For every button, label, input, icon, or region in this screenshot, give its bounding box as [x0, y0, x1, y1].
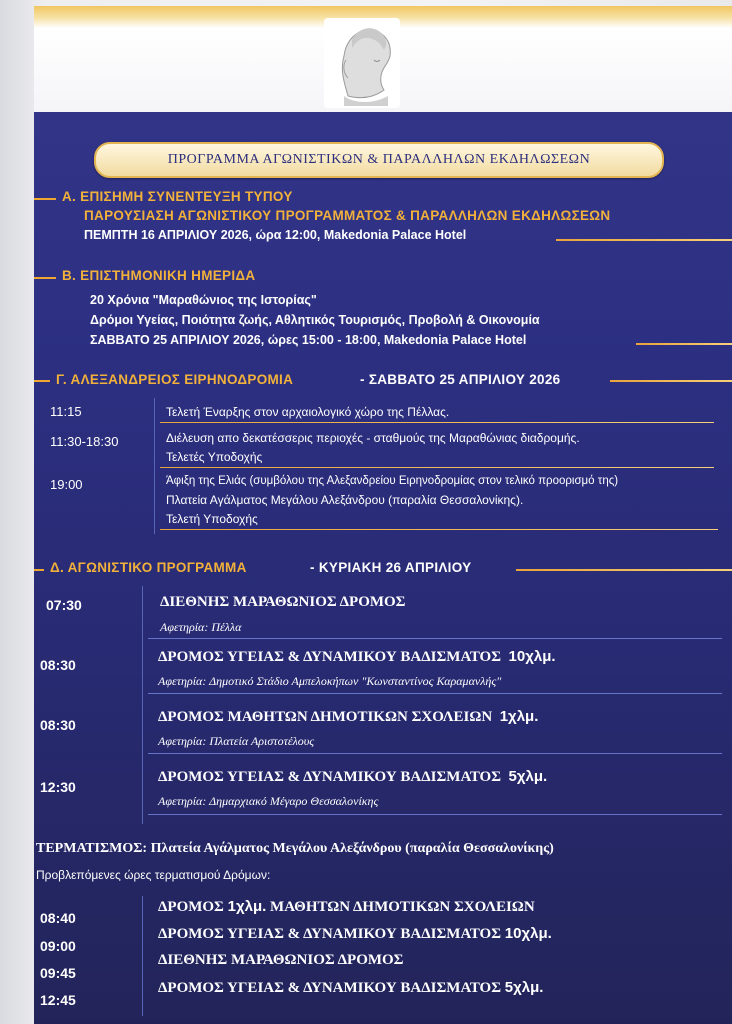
event-line: Άφιξη της Ελιάς (συμβόλου της Αλεξανδρείου Ειρηνοδρομίας στον τελικό προορισμό της) [166, 475, 619, 487]
event-separator [160, 529, 718, 530]
race-start: Αφετηρία: Πέλλα [160, 620, 242, 634]
section-a-left-line [34, 198, 56, 200]
alexander-bust-icon [330, 20, 398, 106]
section-d-heading: Δ. ΑΓΩΝΙΣΤΙΚΟ ΠΡΟΓΡΑΜΜΑ [50, 560, 247, 575]
race-separator [148, 693, 722, 694]
event-time: 11:30-18:30 [50, 434, 119, 449]
event-time: 19:00 [50, 477, 83, 492]
section-c-divider [154, 398, 155, 534]
race-time: 07:30 [46, 597, 82, 613]
section-c-left-line [34, 380, 50, 382]
event-line: Διέλευση απο δεκατέσσερις περιοχές - σταθμούς της Μαραθώνιας διαδρομής. [166, 431, 580, 445]
section-b-underline [636, 343, 732, 345]
section-a-heading: Α. ΕΠΙΣΗΜΗ ΣΥΝΕΝΤΕΥΞΗ ΤΥΠΟΥ [62, 189, 293, 204]
race-time: 12:30 [40, 779, 76, 795]
race-time: 08:30 [40, 717, 76, 733]
finish-race: ΔΡΟΜΟΣ 1χλμ. ΜΑΘΗΤΩΝ ΔΗΜΟΤΙΚΩΝ ΣΧΟΛΕΙΩΝ [158, 898, 535, 915]
race-start: Αφετηρία: Πλατεία Αριστοτέλους [158, 734, 315, 748]
race-separator [148, 814, 722, 815]
finish-time: 09:45 [40, 965, 76, 981]
section-a-underline [556, 239, 732, 241]
finish-race: ΔΡΟΜΟΣ ΥΓΕΙΑΣ & ΔΥΝΑΜΙΚΟΥ ΒΑΔΙΣΜΑΤΟΣ 5χλμ. [158, 979, 544, 996]
finish-race: ΔΙΕΘΝΗΣ ΜΑΡΑΘΩΝΙΟΣ ΔΡΟΜΟΣ [158, 952, 404, 968]
event-line: Τελετή Έναρξης στον αρχαιολογικό χώρο της Πέλλας. [166, 405, 450, 419]
race-separator [148, 638, 722, 639]
section-d-date: - ΚΥΡΙΑΚΗ 26 ΑΠΡΙΛΙΟΥ [310, 560, 472, 575]
section-b-line2: Δρόμοι Υγείας, Ποιότητα ζωής, Αθλητικός Τουρισμός, Προβολή & Οικονομία [90, 313, 540, 327]
race-separator [148, 753, 722, 754]
finish-time: 09:00 [40, 938, 76, 954]
finish-subtitle: Προβλεπόμενες ώρες τερματισμού Δρόμων: [36, 868, 271, 882]
section-b-left-line [34, 277, 56, 279]
event-separator [160, 422, 714, 423]
event-time: 11:15 [50, 404, 82, 419]
finish-race: ΔΡΟΜΟΣ ΥΓΕΙΑΣ & ΔΥΝΑΜΙΚΟΥ ΒΑΔΙΣΜΑΤΟΣ 10χλμ. [158, 925, 552, 942]
program-title: ΠΡΟΓΡΑΜΜΑ ΑΓΩΝΙΣΤΙΚΩΝ & ΠΑΡΑΛΛΗΛΩΝ ΕΚΔΗΛΩΣΕΩΝ [94, 142, 664, 178]
finish-time: 08:40 [40, 910, 76, 926]
event-line: Τελετές Υποδοχής [166, 450, 263, 464]
section-c-date: - ΣΑΒΒΑΤΟ 25 ΑΠΡΙΛΙΟΥ 2026 [360, 372, 561, 387]
section-b-line3: ΣΑΒΒΑΤΟ 25 ΑΠΡΙΛΙΟΥ 2026, ώρες 15:00 - 18:00, Makedonia Palace Hotel [90, 333, 527, 347]
section-d-left-line [34, 569, 44, 571]
section-a-details: ΠΕΜΠΤΗ 16 ΑΠΡΙΛΙΟΥ 2026, ώρα 12:00, Makedonia Palace Hotel [84, 228, 467, 242]
finish-time: 12:45 [40, 992, 76, 1008]
finish-divider [142, 896, 143, 1016]
section-a-subheading: ΠΑΡΟΥΣΙΑΣΗ ΑΓΩΝΙΣΤΙΚΟΥ ΠΡΟΓΡΑΜΜΑΤΟΣ & ΠΑΡΑΛΛΗΛΩΝ ΕΚΔΗΛΩΣΕΩΝ [84, 208, 611, 223]
section-b-heading: Β. ΕΠΙΣΤΗΜΟΝΙΚΗ ΗΜΕΡΙΔΑ [62, 268, 256, 283]
event-separator [160, 467, 714, 468]
section-d-right-line [516, 569, 732, 571]
event-line: Πλατεία Αγάλματος Μεγάλου Αλεξάνδρου (παραλία Θεσσαλονίκης). [166, 493, 524, 507]
race-start: Αφετηρία: Δημαρχιακό Μέγαρο Θεσσαλονίκης [158, 794, 379, 808]
race-name: ΔΡΟΜΟΣ ΥΓΕΙΑΣ & ΔΥΝΑΜΙΚΟΥ ΒΑΔΙΣΜΑΤΟΣ 10χλμ. [158, 648, 556, 665]
race-start: Αφετηρία: Δημοτικό Στάδιο Αμπελοκήπων "Κωνσταντίνος Καραμανλής" [158, 674, 502, 688]
event-line: Τελετή Υποδοχής [166, 512, 258, 526]
race-name: ΔΡΟΜΟΣ ΜΑΘΗΤΩΝ ΔΗΜΟΤΙΚΩΝ ΣΧΟΛΕΙΩΝ 1χλμ. [158, 708, 539, 725]
finish-line: ΤΕΡΜΑΤΙΣΜΟΣ: Πλατεία Αγάλματος Μεγάλου Αλεξάνδρου (παραλία Θεσσαλονίκης) [36, 841, 554, 856]
section-b-line1: 20 Χρόνια "Μαραθώνιος της Ιστορίας" [90, 293, 317, 307]
race-name: ΔΡΟΜΟΣ ΥΓΕΙΑΣ & ΔΥΝΑΜΙΚΟΥ ΒΑΔΙΣΜΑΤΟΣ 5χλμ. [158, 768, 548, 785]
section-c-right-line [610, 380, 732, 382]
section-c-heading: Γ. ΑΛΕΞΑΝΔΡΕΙΟΣ ΕΙΡΗΝΟΔΡΟΜΙΑ [56, 372, 294, 387]
poster [34, 6, 732, 1024]
race-name: ΔΙΕΘΝΗΣ ΜΑΡΑΘΩΝΙΟΣ ΔΡΟΜΟΣ [160, 594, 406, 610]
race-time: 08:30 [40, 657, 76, 673]
section-d-divider [142, 586, 143, 824]
